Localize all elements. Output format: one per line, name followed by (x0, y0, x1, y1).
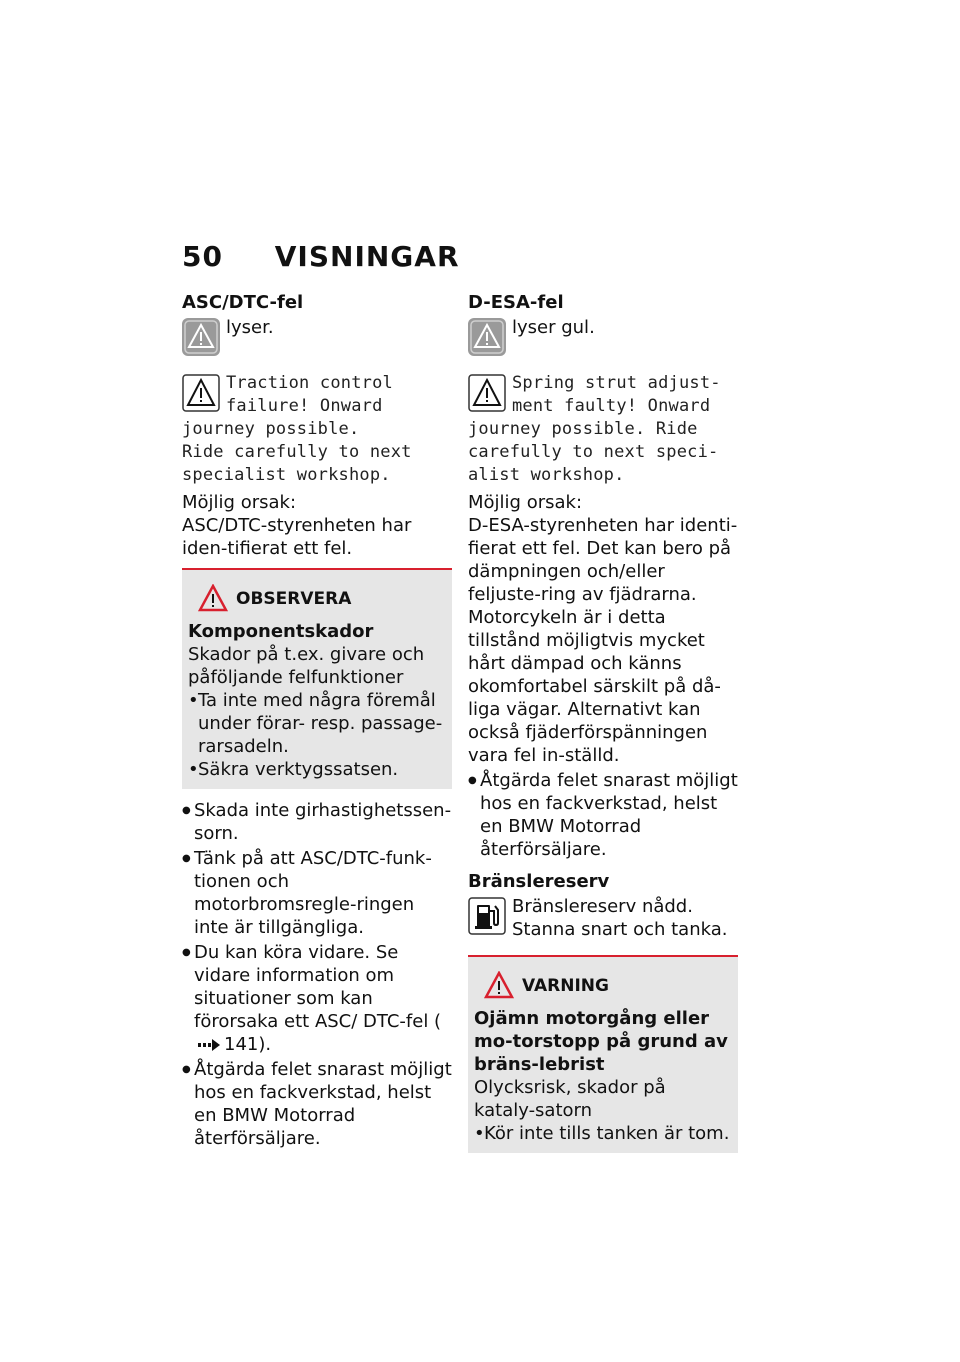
warning-triangle-icon (484, 971, 514, 999)
page-ref[interactable]: 141). (224, 1034, 272, 1055)
msg-line: alist workshop. (468, 465, 625, 485)
section-title: VISNINGAR (274, 240, 460, 273)
desa-title: D-ESA-fel (468, 292, 564, 313)
list-item: ● Tänk på att ASC/DTC-funk-tionen och motorbromsregle-ringen inte är tillgängliga. (182, 847, 452, 939)
left-column (182, 292, 452, 1150)
notice-text: Skador på t.ex. givare och påföljande felfunktioner (188, 644, 425, 688)
warning-list (474, 1122, 732, 1145)
fuel-line-1: Bränslereserv nådd. (512, 896, 693, 917)
notice-list (188, 689, 446, 781)
msg-line: carefully to next speci- (468, 442, 719, 462)
msg-line: Spring strut adjust- (512, 373, 721, 393)
info-text: Du kan köra vidare. Se vidare information om situationer som kan förorsaka ett ASC/ DTC-fel ( (194, 942, 442, 1032)
msg-line: journey possible. (182, 419, 360, 439)
warning-label: VARNING (522, 976, 609, 996)
msg-line: ment faulty! Onward (512, 396, 711, 416)
fuel-reserve-indicator (468, 895, 738, 941)
page-header (182, 240, 460, 273)
list-item: ● Åtgärda felet snarast möjligt hos en fackverkstad, helst en BMW Motorrad återförsäljare. (468, 769, 738, 861)
desa-bullets (468, 769, 738, 861)
asc-dtc-indicator (182, 316, 452, 362)
cause-text: D-ESA-styrenheten har identi-fierat ett fel. Det kan bero på dämpningen och/eller feljuste-ring av fjädrarna. Motorcykeln är i detta tillstånd möjligtvis mycket hårt dämpad och känns okomfortabel särskilt på då-liga vägar. Alternativt kan också fjäderförspänningen vara fel in-ställd. (468, 515, 738, 766)
asc-dtc-display-message (182, 372, 452, 487)
notice-header (188, 582, 446, 616)
warning-triangle-icon (198, 584, 228, 612)
list-item: • Säkra verktygssatsen. (188, 758, 446, 781)
desa-indicator-text: lyser gul. (512, 317, 595, 338)
list-item: • Ta inte med några föremål under förar- resp. passage-rarsadeln. (188, 689, 446, 758)
warning-box (468, 955, 738, 1153)
msg-line: Ride carefully to next (182, 442, 412, 462)
page-number: 50 (182, 240, 223, 273)
cause-text: ASC/DTC-styrenheten har iden-tifierat ett fel. (182, 515, 412, 559)
msg-line: specialist workshop. (182, 465, 391, 485)
list-item (182, 941, 452, 1056)
fuel-line-2: Stanna snart och tanka. (512, 919, 728, 940)
warning-indicator-gray-icon (182, 318, 220, 356)
fuel-pump-icon (468, 897, 506, 935)
warning-header (474, 969, 732, 1003)
right-column (468, 292, 738, 1153)
notice-box (182, 568, 452, 789)
warning-triangle-icon (468, 374, 506, 412)
arrow-right-icon[interactable] (198, 1039, 220, 1051)
asc-dtc-indicator-text: lyser. (226, 317, 274, 338)
notice-label: OBSERVERA (236, 589, 352, 609)
cause-label: Möjlig orsak: (468, 492, 583, 513)
cause-label: Möjlig orsak: (182, 492, 297, 513)
list-item: ● Skada inte girhastighetssen-sorn. (182, 799, 452, 845)
msg-line: Traction control (226, 373, 393, 393)
fuel-reserve-title: Bränslereserv (468, 871, 610, 892)
list-item: ● Åtgärda felet snarast möjligt hos en fackverkstad, helst en BMW Motorrad återförsäljare. (182, 1058, 452, 1150)
list-item: • Kör inte tills tanken är tom. (474, 1122, 732, 1145)
warning-triangle-icon (182, 374, 220, 412)
notice-title: Komponentskador (188, 621, 374, 642)
desa-indicator (468, 316, 738, 362)
asc-dtc-bullets (182, 799, 452, 1150)
warning-title: Ojämn motorgång eller mo-torstopp på grund av bräns-lebrist (474, 1008, 728, 1075)
desa-display-message (468, 372, 738, 487)
warning-text: Olycksrisk, skador på kataly-satorn (474, 1077, 666, 1121)
msg-line: failure! Onward (226, 396, 383, 416)
msg-line: journey possible. Ride (468, 419, 698, 439)
asc-dtc-title: ASC/DTC-fel (182, 292, 304, 313)
warning-indicator-gray-icon (468, 318, 506, 356)
